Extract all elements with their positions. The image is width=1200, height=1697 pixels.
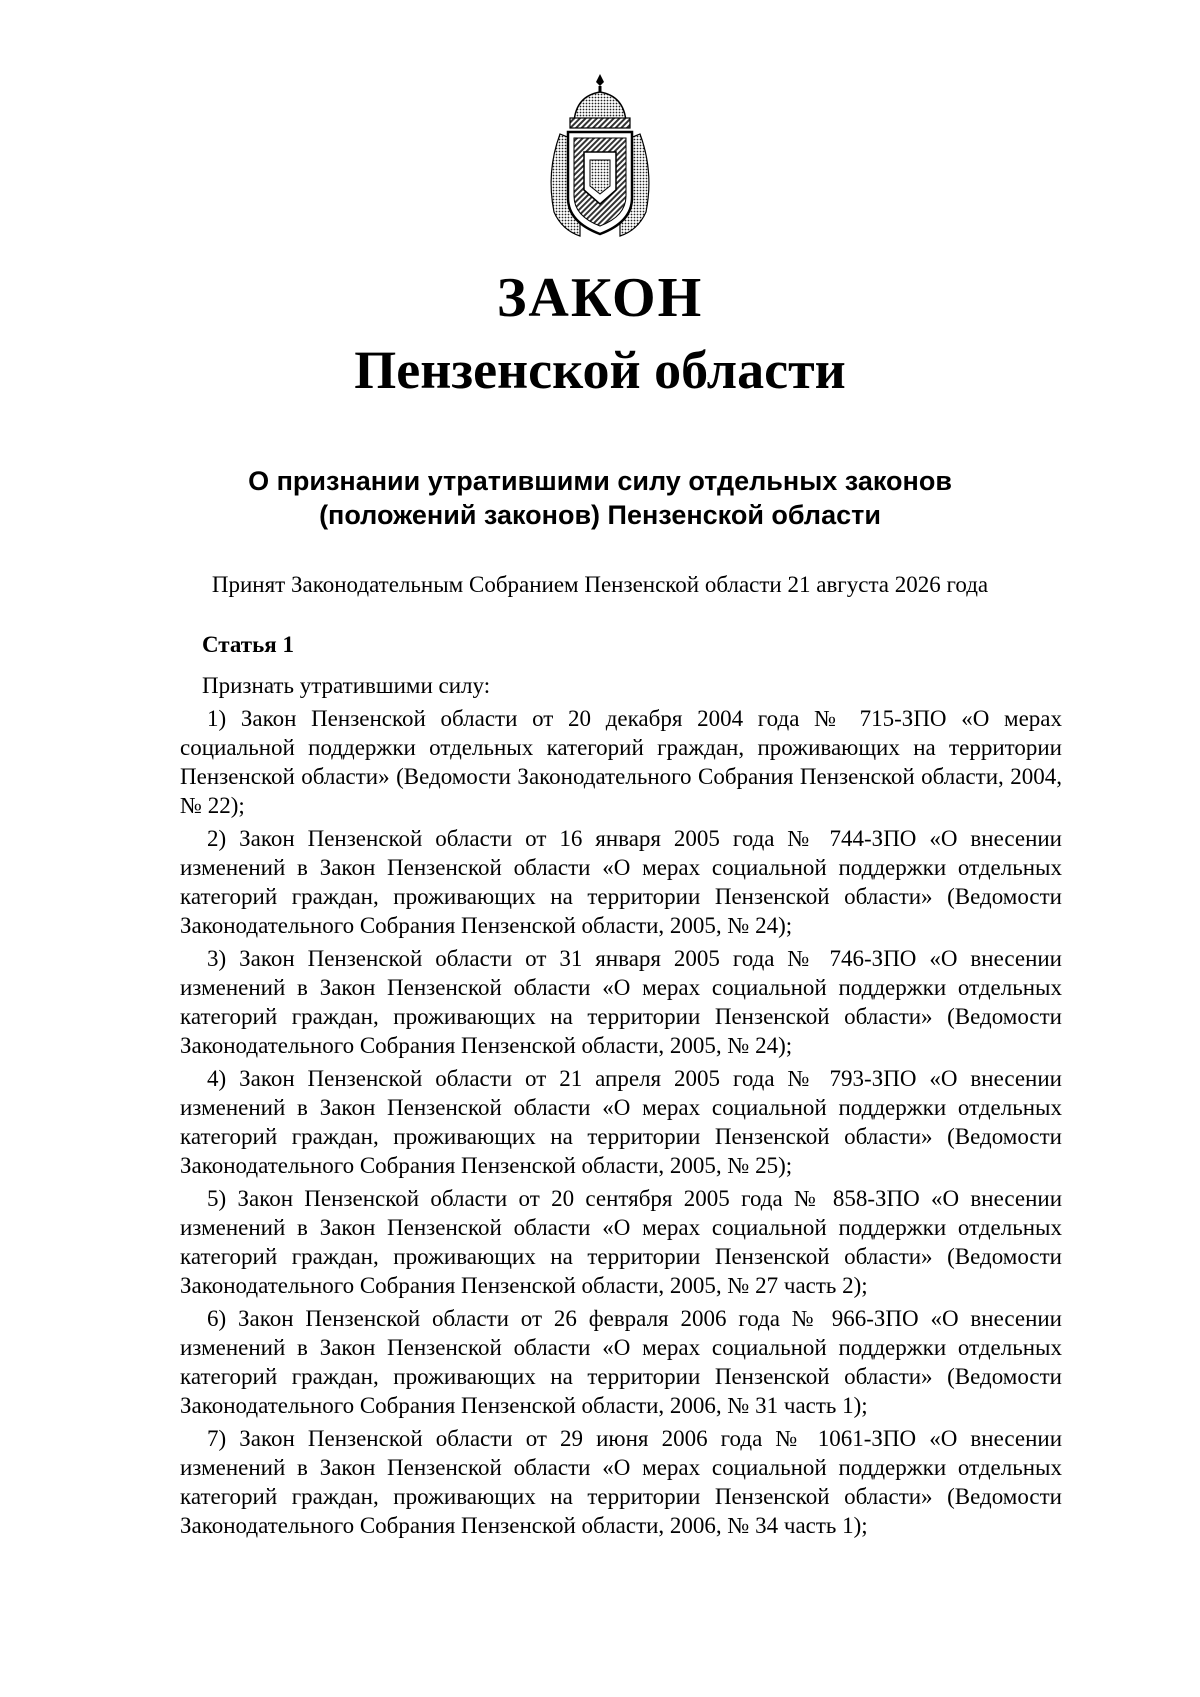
penza-region-coat-of-arms-icon [540,72,660,242]
list-item: 3) Закон Пензенской области от 31 января 2005 года № 746-ЗПО «О внесении изменений в Закон Пензенской области «О мерах социальной поддержки отдельных категорий граждан, проживающих на территории Пензенской области» (Ведомости Законодательного Собрания Пензенской области, 2005, № 24); [180,946,1062,1058]
list-item: 4) Закон Пензенской области от 21 апреля 2005 года № 793-ЗПО «О внесении изменений в Закон Пензенской области «О мерах социальной поддержки отдельных категорий граждан, проживающих на территории Пензенской области» (Ведомости Законодательного Собрания Пензенской области, 2005, № 25); [180,1066,1062,1178]
article-title: Статья 1 [202,632,294,657]
law-region-subtitle: Пензенской области [354,340,846,400]
law-body [180,630,1062,1544]
list-item: 5) Закон Пензенской области от 20 сентября 2005 года № 858-ЗПО «О внесении изменений в Закон Пензенской области «О мерах социальной поддержки отдельных категорий граждан, проживающих на территории Пензенской области» (Ведомости Законодательного Собрания Пензенской области, 2005, № 27 часть 2); [180,1186,1062,1298]
article-intro: Признать утратившими силу: [202,673,491,698]
list-item: 6) Закон Пензенской области от 26 февраля 2006 года № 966-ЗПО «О внесении изменений в Закон Пензенской области «О мерах социальной поддержки отдельных категорий граждан, проживающих на территории Пензенской области» (Ведомости Законодательного Собрания Пензенской области, 2006, № 31 часть 1); [180,1306,1062,1418]
repealed-laws-list [180,704,1062,1540]
law-heading [0,464,1200,532]
law-heading-line-1: О признании утратившими силу отдельных законов [248,466,952,496]
law-heading-line-2: (положений законов) Пензенской области [319,500,881,530]
list-item: 2) Закон Пензенской области от 16 января 2005 года № 744-ЗПО «О внесении изменений в Закон Пензенской области «О мерах социальной поддержки отдельных категорий граждан, проживающих на территории Пензенской области» (Ведомости Законодательного Собрания Пензенской области, 2005, № 24); [180,826,1062,938]
list-item: 1) Закон Пензенской области от 20 декабря 2004 года № 715-ЗПО «О мерах социальной поддержки отдельных категорий граждан, проживающих на территории Пензенской области» (Ведомости Законодательного Собрания Пензенской области, 2004, № 22); [180,706,1062,818]
law-title: ЗАКОН [496,267,704,329]
list-item: 7) Закон Пензенской области от 29 июня 2006 года № 1061-ЗПО «О внесении изменений в Закон Пензенской области «О мерах социальной поддержки отдельных категорий граждан, проживающих на территории Пензенской области» (Ведомости Законодательного Собрания Пензенской области, 2006, № 34 часть 1); [180,1426,1062,1538]
adoption-statement: Принят Законодательным Собранием Пензенской области 21 августа 2026 года [211,572,989,597]
